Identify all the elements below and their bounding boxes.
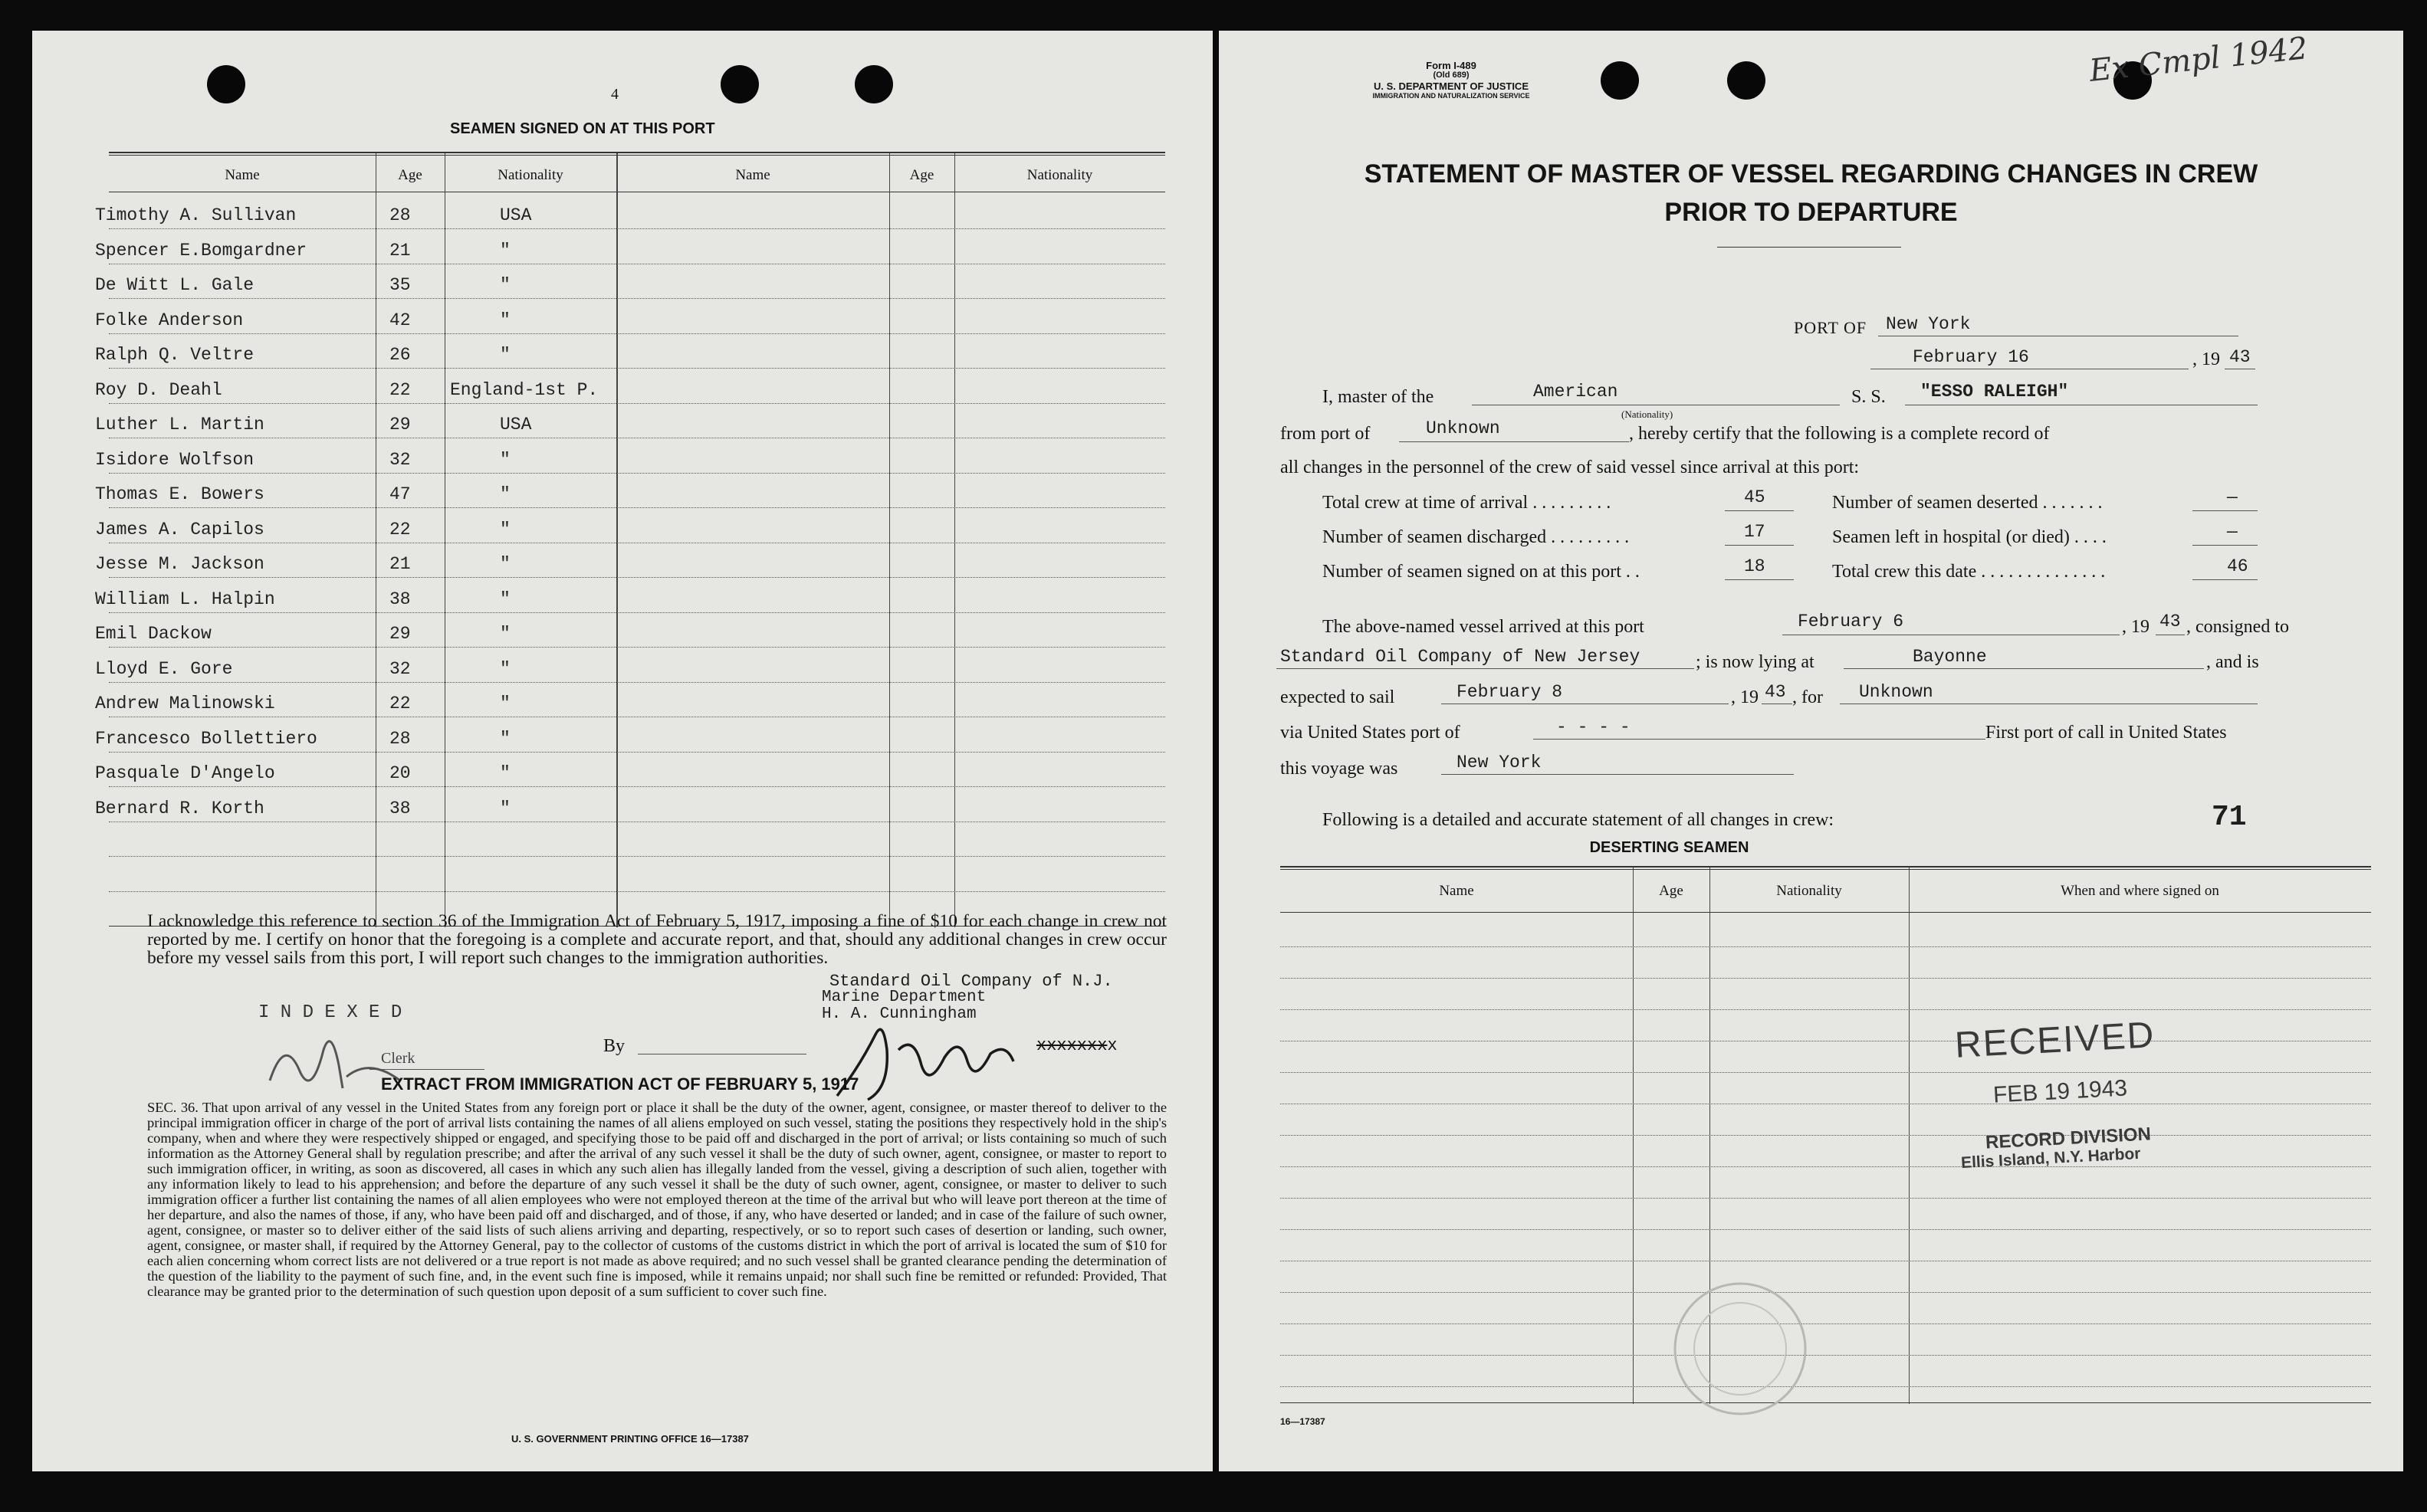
seaman-age: 22	[389, 379, 411, 400]
ss-label: S. S.	[1851, 387, 1886, 407]
row-rule	[109, 647, 1165, 648]
from-port-line	[1399, 441, 1629, 442]
sail-date: February 8	[1457, 682, 1563, 702]
punch-hole	[1727, 61, 1765, 100]
seaman-age: 28	[389, 728, 411, 749]
ship-name: "ESSO RALEIGH"	[1920, 382, 2069, 402]
via-label: via United States port of	[1280, 723, 1460, 743]
table-top-rule	[109, 152, 1165, 153]
discharged-label: Number of seamen discharged . . . . . . . . .	[1322, 527, 1630, 547]
consigned-label: , consigned to	[2186, 617, 2289, 637]
row-rule	[1280, 1229, 2371, 1230]
punch-hole	[855, 65, 893, 103]
port-value: New York	[1886, 314, 1971, 334]
seaman-age: 21	[389, 554, 411, 574]
seaman-age: 20	[389, 763, 411, 783]
sail-year: 43	[1765, 682, 1786, 702]
column-header-nationality: Nationality	[498, 167, 563, 183]
column-header-age: Age	[909, 167, 934, 183]
row-rule	[109, 752, 1165, 753]
seaman-name: Luther L. Martin	[95, 415, 264, 435]
seaman-nationality: "	[500, 589, 511, 609]
date-value: February 16	[1913, 347, 2029, 367]
total-today-line	[2192, 579, 2258, 580]
seamen-signed-title: SEAMEN SIGNED ON AT THIS PORT	[450, 120, 715, 137]
seaman-name: Ralph Q. Veltre	[95, 345, 255, 365]
title-underline	[1717, 247, 1901, 248]
row-rule	[1280, 1166, 2371, 1167]
signature-company: Standard Oil Company of N.J.	[829, 972, 1113, 991]
seaman-name: Emil Dackow	[95, 624, 212, 644]
sail-year-prefix: , 19	[1731, 687, 1759, 707]
destination-value: Unknown	[1859, 682, 1933, 702]
page-number: 4	[611, 86, 619, 103]
hospital-line	[2192, 545, 2258, 546]
signed-on-line	[1725, 579, 1794, 580]
deserting-top-rule	[1280, 866, 2371, 868]
faint-round-stamp	[1648, 1272, 1832, 1425]
discharged-line	[1725, 545, 1794, 546]
deserting-header-nationality: Nationality	[1776, 883, 1842, 899]
seaman-age: 47	[389, 484, 411, 504]
seaman-nationality: "	[500, 554, 511, 574]
row-rule	[1280, 1009, 2371, 1010]
arrived-label: The above-named vessel arrived at this port	[1322, 617, 1644, 637]
total-today-value: 46	[2227, 556, 2248, 576]
seaman-nationality: "	[500, 658, 511, 679]
nationality-caption: (Nationality)	[1621, 408, 1673, 420]
hospital-label: Seamen left in hospital (or died) . . . .	[1832, 527, 2107, 547]
seaman-name: James A. Capilos	[95, 519, 264, 540]
row-rule	[109, 333, 1165, 334]
signature-suffix: xxxxxxxx	[1036, 1036, 1118, 1055]
seaman-nationality: "	[500, 310, 511, 330]
seaman-nationality: USA	[500, 415, 532, 435]
indexed-stamp: I N D E X E D	[258, 1002, 402, 1023]
deserting-header-signed-on: When and where signed on	[2061, 883, 2219, 899]
clerk-label: Clerk	[381, 1050, 415, 1067]
nationality-value: American	[1533, 382, 1618, 402]
row-rule	[109, 403, 1165, 404]
deserting-header-rule	[1280, 912, 2371, 913]
seaman-nationality: "	[500, 519, 511, 540]
signed-on-label: Number of seamen signed on at this port . .	[1322, 562, 1640, 582]
total-today-label: Total crew this date . . . . . . . . . . . . . .	[1832, 562, 2106, 582]
signed-on-value: 18	[1744, 556, 1765, 576]
row-rule	[109, 368, 1165, 369]
first-port-line	[1441, 774, 1794, 775]
via-port-value: - - - -	[1556, 717, 1631, 737]
master-label: I, master of the	[1322, 387, 1434, 407]
seaman-name: Timothy A. Sullivan	[95, 205, 297, 225]
seaman-age: 42	[389, 310, 411, 330]
row-rule	[1280, 1198, 2371, 1199]
deserting-top-rule	[1280, 869, 2371, 870]
seaman-name: Jesse M. Jackson	[95, 554, 264, 574]
seaman-name: Lloyd E. Gore	[95, 658, 233, 679]
left-page	[32, 31, 1213, 1471]
seaman-age: 38	[389, 589, 411, 609]
table-top-rule	[109, 155, 1165, 156]
row-rule	[109, 298, 1165, 299]
total-arrival-value: 45	[1744, 487, 1765, 507]
total-arrival-line	[1725, 510, 1794, 511]
right-page-footer: 16—17387	[1280, 1416, 1325, 1427]
column-divider	[954, 153, 955, 927]
seaman-name: Bernard R. Korth	[95, 798, 264, 818]
seaman-age: 28	[389, 205, 411, 225]
seaman-age: 32	[389, 449, 411, 470]
port-label: PORT OF	[1794, 318, 1867, 337]
received-date-stamp: FEB 19 1943	[1992, 1075, 2128, 1108]
seaman-nationality: "	[500, 798, 511, 818]
first-port-value: New York	[1457, 753, 1542, 772]
first-port-label: First port of call in United States	[1985, 723, 2227, 743]
seaman-nationality: USA	[500, 205, 532, 225]
discharged-value: 17	[1744, 522, 1765, 542]
lying-at-line	[1844, 668, 2204, 669]
following-label: Following is a detailed and accurate statement of all changes in crew:	[1322, 810, 1834, 830]
deserting-header-name: Name	[1439, 883, 1474, 899]
from-port-label: from port of	[1280, 424, 1371, 444]
column-divider	[616, 153, 618, 927]
seaman-nationality: "	[500, 449, 511, 470]
seaman-nationality: "	[500, 240, 511, 261]
via-port-line	[1533, 739, 1985, 740]
row-rule	[109, 612, 1165, 613]
ellis-island-stamp: Ellis Island, N.Y. Harbor	[1960, 1144, 2141, 1173]
service-name: IMMIGRATION AND NATURALIZATION SERVICE	[1372, 92, 1530, 100]
seaman-age: 32	[389, 658, 411, 679]
signature-name: H. A. Cunningham	[822, 1005, 977, 1023]
department-name: U. S. DEPARTMENT OF JUSTICE	[1374, 80, 1529, 92]
hospital-value: —	[2227, 522, 2238, 542]
by-label: By	[603, 1036, 626, 1056]
row-rule	[109, 856, 1165, 857]
year-prefix: , 19	[2192, 349, 2220, 369]
column-header-name: Name	[225, 167, 260, 183]
seaman-nationality: "	[500, 345, 511, 365]
row-rule	[109, 473, 1165, 474]
certify-text: , hereby certify that the following is a complete record of	[1629, 424, 2050, 444]
deserted-label: Number of seamen deserted . . . . . . .	[1832, 493, 2103, 513]
seaman-name: Roy D. Deahl	[95, 379, 222, 400]
voyage-label: this voyage was	[1280, 759, 1398, 779]
seaman-nationality: "	[500, 728, 511, 749]
seaman-name: De Witt L. Gale	[95, 275, 255, 295]
deserting-header-age: Age	[1659, 883, 1683, 899]
seaman-name: Thomas E. Bowers	[95, 484, 264, 504]
seaman-nationality: "	[500, 484, 511, 504]
seaman-name: Spencer E.Bomgardner	[95, 240, 307, 261]
row-rule	[109, 682, 1165, 683]
seaman-name: Folke Anderson	[95, 310, 244, 330]
page-reference: 71	[2212, 801, 2247, 834]
seaman-age: 29	[389, 415, 411, 435]
seaman-nationality: "	[500, 694, 511, 713]
column-header-name: Name	[735, 167, 770, 183]
year-value: 43	[2229, 347, 2251, 367]
expected-label: expected to sail	[1280, 687, 1395, 707]
seaman-name: Pasquale D'Angelo	[95, 763, 275, 783]
lying-at-value: Bayonne	[1913, 647, 1987, 667]
arrived-year: 43	[2159, 612, 2181, 631]
row-rule	[109, 786, 1165, 787]
row-rule	[1280, 1072, 2371, 1073]
left-page-footer: U. S. GOVERNMENT PRINTING OFFICE 16—17387	[511, 1433, 749, 1445]
seaman-age: 38	[389, 798, 411, 818]
lying-label: ; is now lying at	[1696, 652, 1815, 672]
deserting-title: DESERTING SEAMEN	[1589, 839, 1749, 856]
handwritten-reference: Ex Cmpl 1942	[2087, 31, 2310, 89]
form-old-number: (Old 689)	[1433, 71, 1470, 80]
extract-title: EXTRACT FROM IMMIGRATION ACT OF FEBRUARY 5, 1917	[381, 1074, 859, 1094]
total-arrival-label: Total crew at time of arrival . . . . . . . . .	[1322, 493, 1611, 513]
row-rule	[109, 577, 1165, 578]
signature-department: Marine Department	[822, 989, 987, 1006]
row-rule	[109, 228, 1165, 229]
form-number: Form I-489	[1426, 60, 1476, 71]
acknowledgement-text: I acknowledge this reference to section 36 of the Immigration Act of February 5, 1917, imposing a fine of $10 for each change in crew not reported by me. I certify on honor that the foregoing is a complete and accurate report, and that, should any additional changes in crew occur before my vessel sails from this port, I will report such changes to the immigration authorities.	[147, 911, 1167, 968]
certify-text-2: all changes in the personnel of the crew of said vessel since arrival at this port:	[1280, 458, 1860, 477]
arrived-year-prefix: , 19	[2122, 617, 2149, 637]
consignee-value: Standard Oil Company of New Jersey	[1280, 647, 1640, 667]
seaman-age: 22	[389, 519, 411, 540]
consignee-line	[1276, 668, 1694, 669]
seaman-nationality: "	[500, 763, 511, 783]
seaman-age: 35	[389, 275, 411, 295]
row-rule	[1280, 1135, 2371, 1136]
right-page	[1219, 31, 2403, 1471]
record-division-stamp: RECORD DIVISION	[1985, 1123, 2152, 1153]
received-stamp: RECEIVED	[1953, 1015, 2156, 1066]
clerk-line	[369, 1069, 484, 1070]
seaman-nationality: "	[500, 275, 511, 295]
seaman-nationality: "	[500, 624, 511, 644]
seaman-age: 22	[389, 694, 411, 713]
punch-hole	[207, 65, 245, 103]
column-divider	[889, 153, 890, 927]
deserted-line	[2192, 510, 2258, 511]
form-title-line2: PRIOR TO DEPARTURE	[1664, 198, 1958, 227]
row-rule	[1280, 978, 2371, 979]
from-port-value: Unknown	[1426, 418, 1500, 438]
punch-hole	[1601, 61, 1639, 100]
seaman-age: 21	[389, 240, 411, 261]
seaman-age: 29	[389, 624, 411, 644]
arrived-date: February 6	[1798, 612, 1904, 631]
seaman-age: 26	[389, 345, 411, 365]
seaman-name: Isidore Wolfson	[95, 449, 255, 470]
seaman-name: William L. Halpin	[95, 589, 275, 609]
row-rule	[109, 891, 1165, 892]
punch-hole	[721, 65, 759, 103]
seaman-nationality: England-1st P.	[450, 379, 599, 400]
column-header-nationality: Nationality	[1026, 167, 1093, 183]
and-is-label: , and is	[2206, 652, 2259, 672]
extract-text: SEC. 36. That upon arrival of any vessel in the United States from any foreign port or place it shall be the duty of the owner, agent, consignee, or master thereof to deliver to the principal immigration officer in charge of the port of arrival lists containing the names of all aliens employed on such vessel, stating the positions they respectively hold in the ship's company, when and where they were respectively shipped or engaged, and specifying those to be paid off and discharged in the port of arrival; or lists containing so much of such information as the Attorney General shall by regulation prescribe; and after the arrival of any such vessel it shall be the duty of such owner, agent, consignee, or master to report to such immigration officer, in writing, as soon as discovered, all cases in which any such alien has illegally landed from the vessel, giving a description of such alien, together with any information likely to lead to his apprehension; and before the departure of any such vessel it shall be the duty of such owner, agent, consignee, or master to deliver to such immigration officer a further list containing the names of all alien employees who were not employed thereon at the time of the arrival but who will leave port thereon at the time of her departure, and also the names of those, if any, who have been paid off and discharged, and of those, if any, who have deserted or landed; and in case of the failure of such owner, agent, consignee, or master so to deliver either of the said lists of such aliens arriving and departing, respectively, or so to report such cases of desertion or landing, such owner, agent, consignee, or master shall, if required by the Attorney General, pay to the collector of customs of the customs district in which the port of arrival is located the sum of $10 for each alien concerning whom correct lists are not delivered or a true report is not made as above required; and no such vessel shall be granted clearance pending the determination of the question of the liability to the payment of such fine, and, in the event such fine is imposed, while it remains unpaid; nor shall such fine be remitted or refunded: Provided, That clearance may be granted prior to the determination of such question upon deposit of a sum sufficient to cover such fine.	[147, 1100, 1167, 1299]
column-header-age: Age	[398, 167, 422, 183]
row-rule	[1280, 946, 2371, 947]
for-label: , for	[1792, 687, 1823, 707]
deserted-value: —	[2227, 487, 2238, 507]
row-rule	[109, 507, 1165, 508]
seaman-name: Andrew Malinowski	[95, 694, 275, 713]
seaman-name: Francesco Bollettiero	[95, 728, 317, 749]
form-title-line1: STATEMENT OF MASTER OF VESSEL REGARDING CHANGES IN CREW	[1364, 159, 2258, 189]
